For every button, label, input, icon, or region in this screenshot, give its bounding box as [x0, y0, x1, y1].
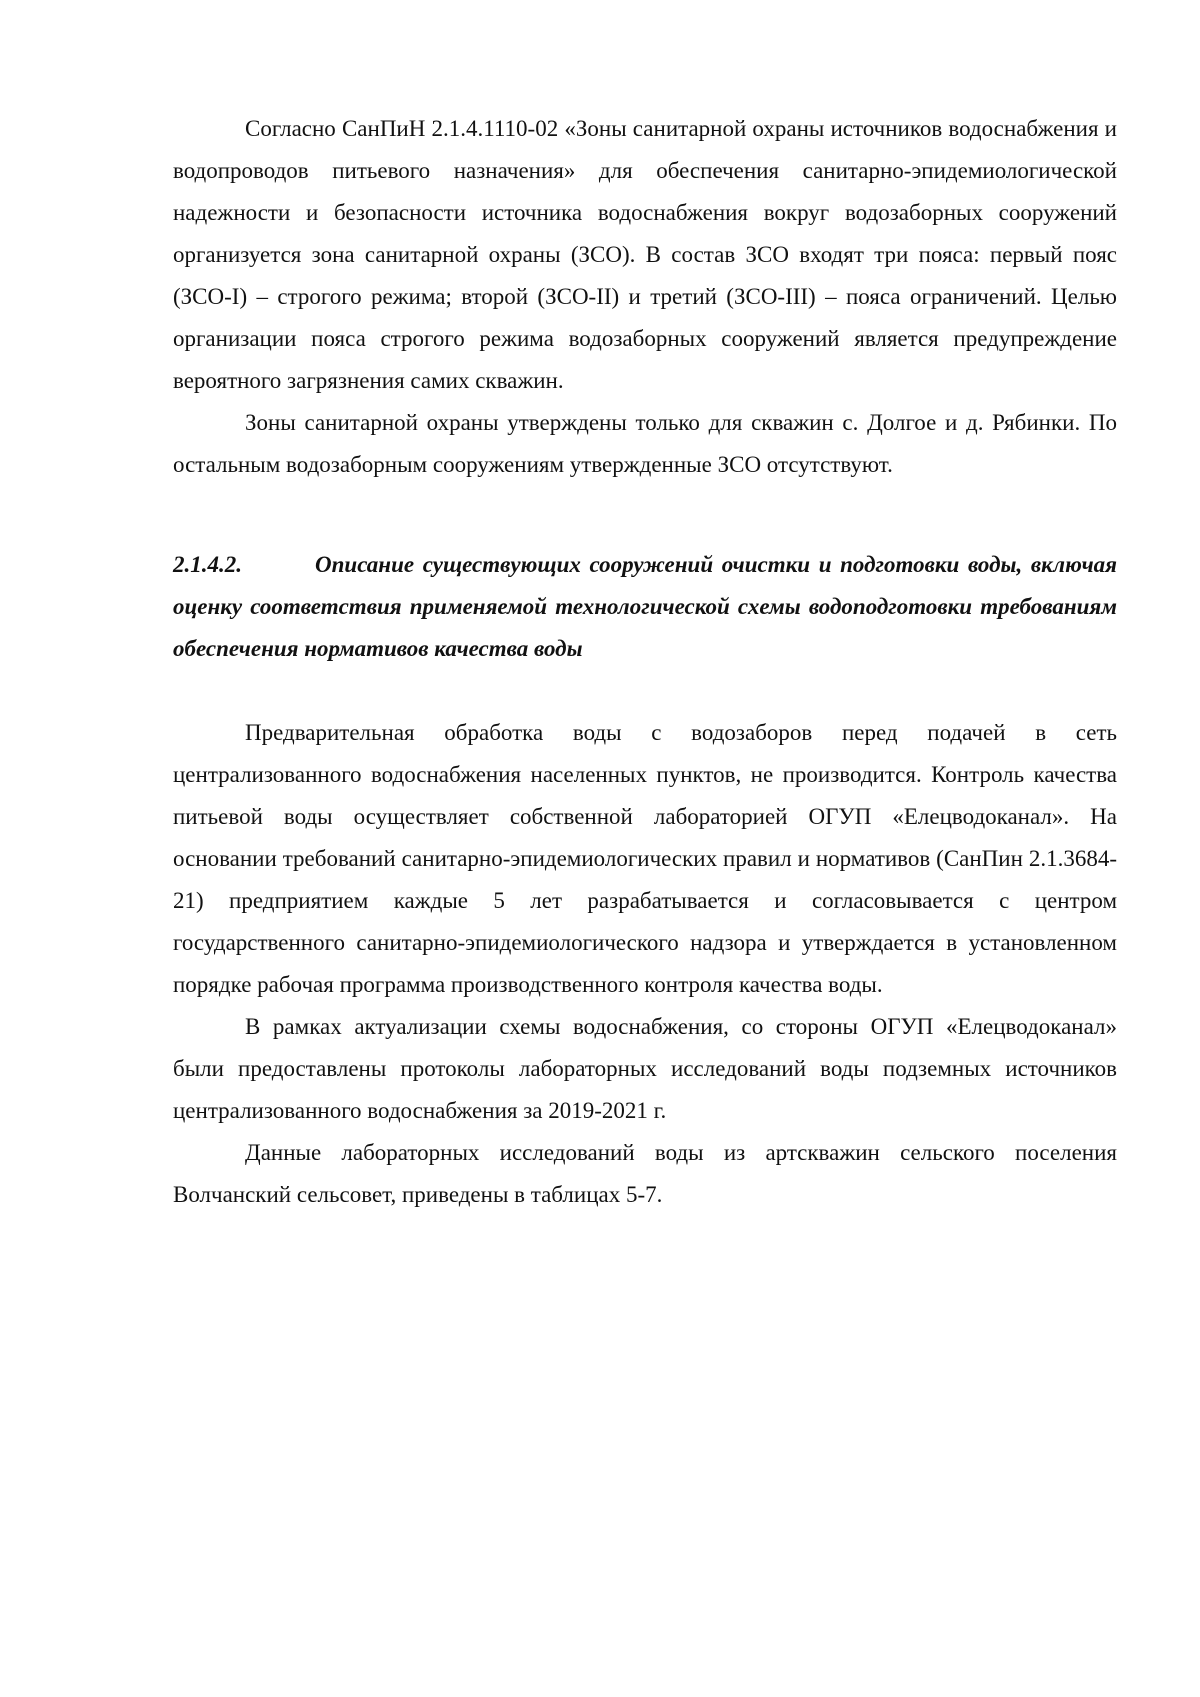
section-number: 2.1.4.2.: [173, 552, 242, 577]
paragraph-lab-protocols: В рамках актуализации схемы водоснабжения, со стороны ОГУП «Елецводоканал» были предоставлены протоколы лабораторных исследований воды подземных источников централизованного водоснабжения за 2019-2021 г.: [173, 1014, 1117, 1123]
paragraph-sanpin-zones: Согласно СанПиН 2.1.4.1110-02 «Зоны санитарной охраны источников водоснабжения и водопроводов питьевого назначения» для обеспечения санитарно-эпидемиологической надежности и безопасности источника водоснабжения вокруг водозаборных сооружений организуется зона санитарной охраны (ЗСО). В состав ЗСО входят три пояса: первый пояс (ЗСО-I) – строгого режима; второй (ЗСО-II) и третий (ЗСО-III) – пояса ограничений. Целью организации пояса строгого режима водозаборных сооружений является предупреждение вероятного загрязнения самих скважин.: [173, 116, 1117, 393]
paragraph-lab-data-tables: Данные лабораторных исследований воды из артскважин сельского поселения Волчанский сельсовет, приведены в таблицах 5-7.: [173, 1140, 1117, 1207]
section-title: Описание существующих сооружений очистки и подготовки воды, включая оценку соответствия применяемой технологической схемы водоподготовки требованиям обеспечения нормативов качества воды: [173, 552, 1117, 661]
spacer: [173, 486, 1117, 528]
paragraph-water-treatment: Предварительная обработка воды с водозаборов перед подачей в сеть централизованного водоснабжения населенных пунктов, не производится. Контроль качества питьевой воды осуществляет собственной лабораторией ОГУП «Елецводоканал». На основании требований санитарно-эпидемиологических правил и нормативов (СанПин 2.1.3684-21) предприятием каждые 5 лет разрабатывается и согласовывается с центром государственного санитарно-эпидемиологического надзора и утверждается в установленном порядке рабочая программа производственного контроля качества воды.: [173, 720, 1117, 997]
document-page: [173, 108, 1117, 1216]
section-heading: [173, 544, 1117, 670]
paragraph-approved-zones: Зоны санитарной охраны утверждены только для скважин с. Долгое и д. Рябинки. По остальным водозаборным сооружениям утвержденные ЗСО отсутствуют.: [173, 410, 1117, 477]
spacer: [173, 670, 1117, 712]
